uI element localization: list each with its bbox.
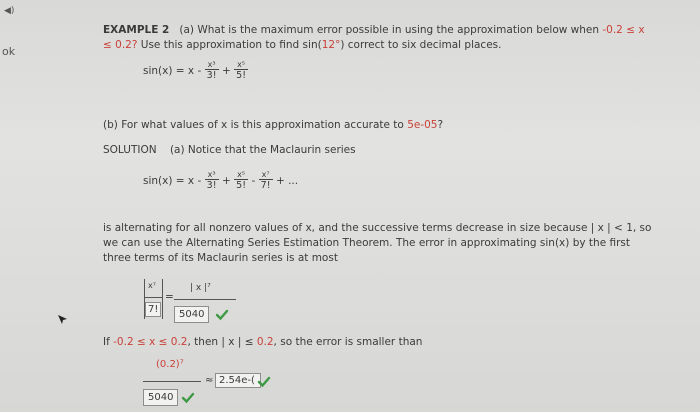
denominator: 5!: [236, 70, 247, 81]
paragraph-line-1: is alternating for all nonzero values of x, and the successive terms decrease in size because | x | < 1, so: [103, 222, 652, 234]
range-start: -0.2 ≤ x: [602, 24, 645, 36]
use-text-end: ) correct to six decimal places.: [340, 39, 502, 51]
part-b-value: 5e-05: [407, 119, 438, 131]
abs-numerator: x⁷: [148, 281, 156, 290]
part-b-qmark: ?: [437, 119, 444, 131]
check-icon: [215, 308, 229, 322]
equals-sign: =: [165, 291, 174, 303]
use-text: Use this approximation to find sin(: [140, 39, 322, 51]
fraction-x7: [259, 170, 273, 192]
fraction-x5: [234, 60, 248, 82]
series-tail: + ...: [275, 175, 299, 187]
condition-line: [103, 336, 422, 348]
formula-maclaurin: sin(x) = x - $\frac{\text{x³}}{3!}$ + $\frac{\text{x⁵}}{5!}$ - $\frac{\text{x⁷}}{7!}$ + ...: [143, 170, 299, 191]
paragraph-line-3: three terms of its Maclaurin series is at most: [103, 252, 338, 264]
angle-value: 12°: [321, 39, 341, 51]
ok-text: ok: [2, 45, 16, 58]
numerator: x³: [207, 60, 216, 69]
fraction-x5: [234, 170, 248, 192]
plus-sign: +: [221, 65, 231, 77]
denominator: 5!: [236, 180, 247, 191]
condition-then: , then | x | ≤: [187, 336, 254, 348]
example-label: EXAMPLE 2: [103, 24, 170, 36]
formula-approximation: [143, 60, 248, 82]
rhs-numerator: | x |⁷: [190, 283, 211, 293]
fraction-x3: [205, 170, 219, 192]
condition-end: , so the error is smaller than: [273, 336, 423, 348]
numerator: x³: [207, 170, 216, 179]
denominator: 3!: [206, 70, 217, 81]
check-icon: [181, 391, 195, 405]
formula-lhs: sin(x) = x -: [143, 175, 202, 187]
numerator: x⁷: [261, 170, 270, 179]
example-header: [103, 24, 645, 36]
fraction-x3: [205, 60, 219, 82]
check-icon: [257, 375, 271, 389]
denominator: 7!: [260, 180, 271, 191]
factorial-box: 7!: [145, 302, 161, 317]
answer-input-result[interactable]: 2.54e-(: [215, 373, 261, 388]
answer-input-5040[interactable]: 5040: [174, 306, 209, 323]
part-a-intro: (a) What is the maximum error possible in using the approximation below when: [179, 24, 600, 36]
example-header-line2: [103, 39, 501, 51]
mouse-cursor-icon: [57, 314, 69, 326]
solution-label: SOLUTION: [103, 144, 157, 156]
numerator: x⁵: [237, 60, 246, 69]
condition-value: 0.2: [256, 336, 274, 348]
part-b-question: [103, 119, 443, 131]
condition-if: If: [103, 336, 110, 348]
solution-line: [103, 144, 356, 156]
condition-range: -0.2 ≤ x ≤ 0.2: [113, 336, 188, 348]
range-end: ≤ 0.2?: [103, 39, 138, 51]
solution-text: (a) Notice that the Maclaurin series: [169, 144, 356, 156]
final-numerator: (0.2)⁷: [156, 359, 184, 370]
approx-sign: ≈: [205, 375, 214, 386]
formula-lhs: sin(x) = x -: [143, 65, 202, 77]
denominator: 3!: [206, 180, 217, 191]
speaker-icon[interactable]: ◀): [4, 6, 15, 16]
answer-input-5040-final[interactable]: 5040: [143, 389, 178, 406]
part-b-text: (b) For what values of x is this approximation accurate to: [103, 119, 404, 131]
paragraph-line-2: we can use the Alternating Series Estimation Theorem. The error in approximating sin(x) by the first: [103, 237, 631, 249]
numerator: x⁵: [237, 170, 246, 179]
